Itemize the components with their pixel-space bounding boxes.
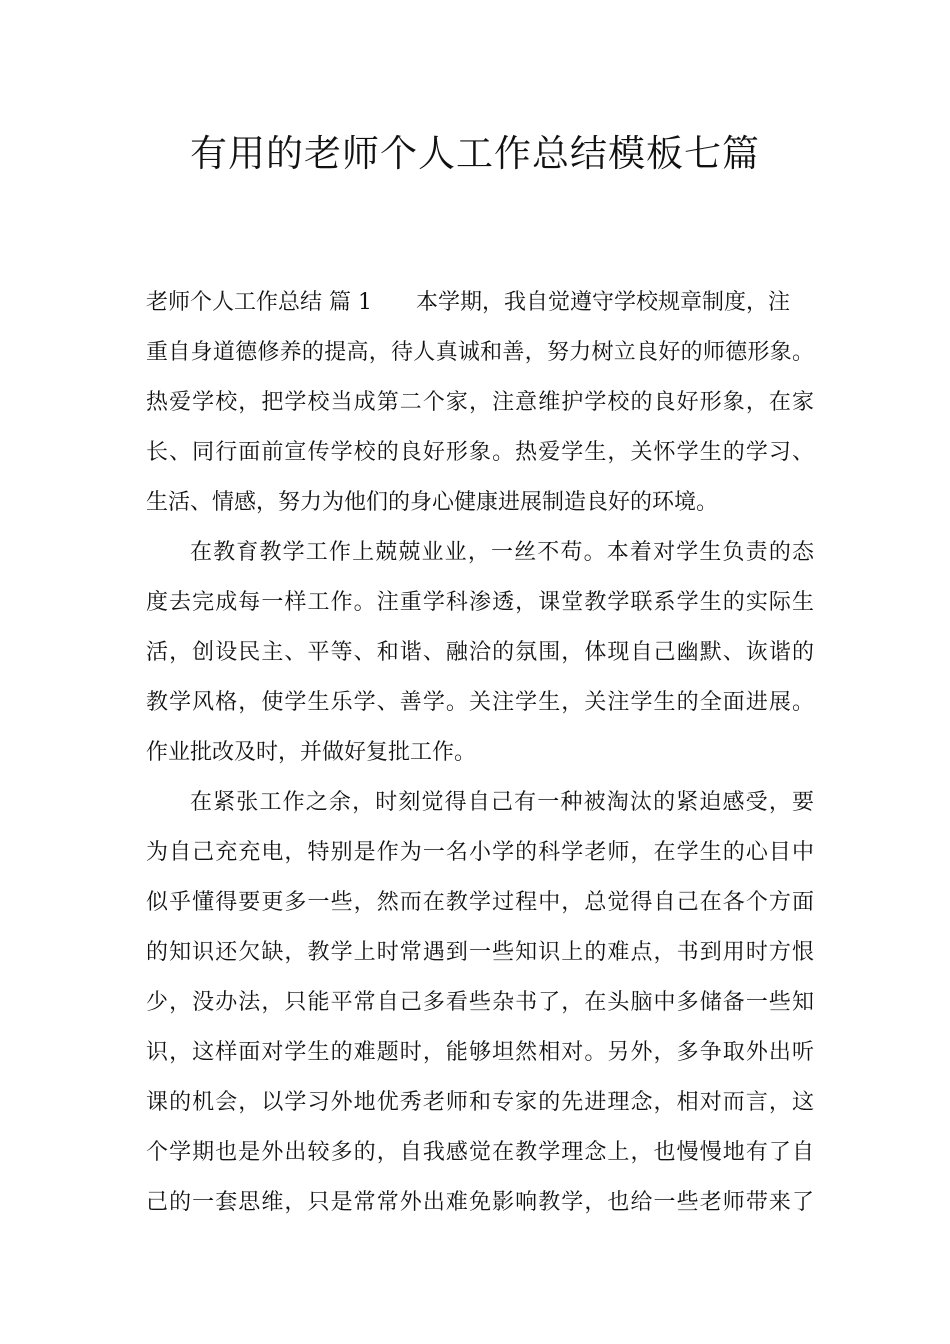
- paragraph-line: 似乎懂得要更多一些，然而在教学过程中，总觉得自己在各个方面: [146, 890, 814, 915]
- paragraph-line: 个学期也是外出较多的，自我感觉在教学理念上，也慢慢地有了自: [146, 1140, 814, 1165]
- section-heading: 老师个人工作总结 篇 1: [146, 290, 372, 315]
- paragraph-line: 作业批改及时，并做好复批工作。: [146, 740, 477, 765]
- paragraph-line-text: 本学期，我自觉遵守学校规章制度，注: [416, 290, 791, 315]
- paragraph-line: 少，没办法，只能平常自己多看些杂书了，在头脑中多储备一些知: [146, 990, 814, 1015]
- paragraph-line: 识，这样面对学生的难题时，能够坦然相对。另外，多争取外出听: [146, 1040, 814, 1065]
- paragraph-line: 在紧张工作之余，时刻觉得自己有一种被淘汰的紧迫感受，要: [190, 790, 814, 815]
- paragraph-line: 在教育教学工作上兢兢业业，一丝不苟。本着对学生负责的态: [190, 540, 814, 565]
- paragraph-line: 课的机会，以学习外地优秀老师和专家的先进理念，相对而言，这: [146, 1090, 814, 1115]
- paragraph-line: [146, 278, 814, 328]
- paragraph-line: 热爱学校，把学校当成第二个家，注意维护学校的良好形象，在家: [146, 390, 814, 415]
- paragraph-line: 为自己充充电，特别是作为一名小学的科学老师，在学生的心目中: [146, 840, 814, 865]
- paragraph-line: 长、同行面前宣传学校的良好形象。热爱学生，关怀学生的学习、: [146, 440, 814, 465]
- paragraph-line: 己的一套思维，只是常常外出难免影响教学，也给一些老师带来了: [146, 1190, 814, 1215]
- document-body: [146, 278, 814, 1228]
- paragraph-line: 活，创设民主、平等、和谐、融洽的氛围，体现自己幽默、诙谐的: [146, 640, 814, 665]
- document-title: 有用的老师个人工作总结模板七篇: [190, 132, 760, 175]
- paragraph-line: 度去完成每一样工作。注重学科渗透，课堂教学联系学生的实际生: [146, 590, 814, 615]
- paragraph-line: 生活、情感，努力为他们的身心健康进展制造良好的环境。: [146, 490, 719, 515]
- paragraph-line: 的知识还欠缺，教学上时常遇到一些知识上的难点，书到用时方恨: [146, 940, 814, 965]
- paragraph-line: 教学风格，使学生乐学、善学。关注学生，关注学生的全面进展。: [146, 690, 814, 715]
- paragraph-line: 重自身道德修养的提高，待人真诚和善，努力树立良好的师德形象。: [146, 340, 814, 365]
